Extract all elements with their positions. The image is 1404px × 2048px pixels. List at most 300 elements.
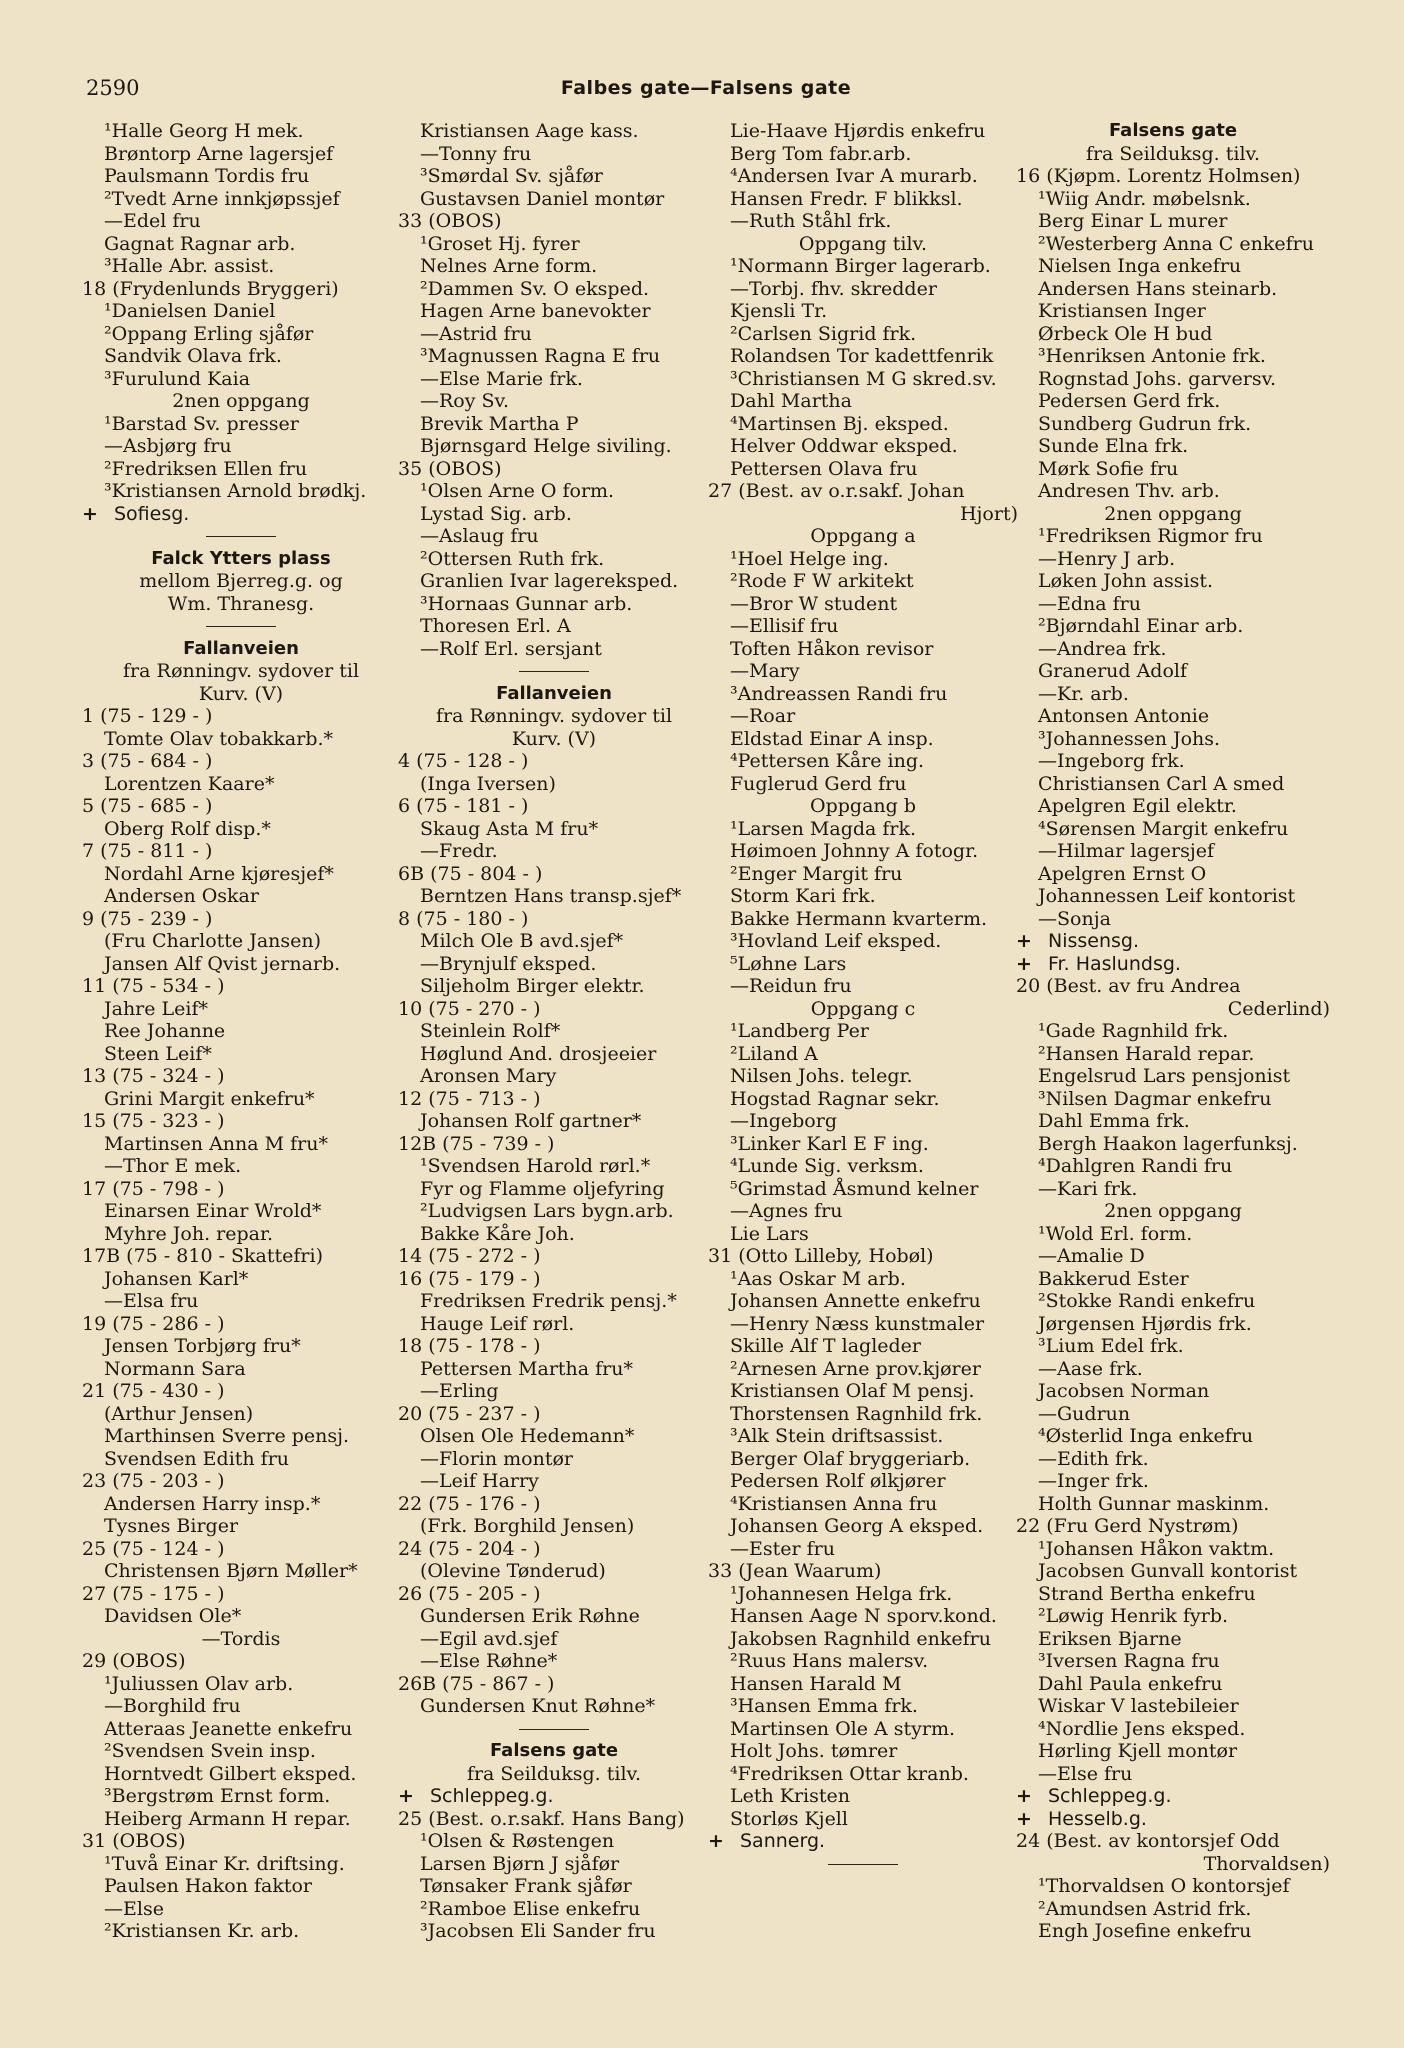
resident-entry: Sandvik Olava frk. xyxy=(104,345,282,367)
resident-entry: Jørgensen Hjørdis frk. xyxy=(1038,1312,1252,1335)
resident-entry: Antonsen Antonie xyxy=(1038,705,1210,727)
cross-street-name: Sofiesg. xyxy=(114,502,190,525)
resident-entry: Berg Tom fabr.arb. xyxy=(730,142,912,165)
resident-entry: —Borghild fru xyxy=(104,1695,241,1717)
resident-entry: Jakobsen Ragnhild enkefru xyxy=(730,1627,991,1650)
resident-entry: (Inga Iversen) xyxy=(420,772,556,795)
resident-entry: —Brynjulf eksped. xyxy=(420,952,597,975)
house-entry: 26B (75 - 867 - ) xyxy=(398,1672,555,1695)
resident-entry: Nilsen Johs. telegr. xyxy=(730,1065,913,1087)
resident-entry: —Egil avd.sjef xyxy=(420,1627,558,1650)
resident-entry: ³Hansen Emma frk. xyxy=(730,1695,918,1717)
resident-entry: Johansen Georg A eksped. xyxy=(730,1515,984,1537)
resident-entry: Holth Gunnar maskinm. xyxy=(1038,1492,1270,1515)
resident-entry: Andersen Harry insp.* xyxy=(104,1492,321,1515)
resident-entry: Hansen Fredr. F blikksl. xyxy=(730,187,963,210)
resident-entry: —Kari frk. xyxy=(1038,1177,1138,1200)
resident-entry: —Erling xyxy=(420,1380,499,1402)
sub-heading: 2nen oppgang xyxy=(1104,502,1242,525)
resident-entry: Gagnat Ragnar arb. xyxy=(104,232,296,255)
resident-entry: Tønsaker Frank sjåfør xyxy=(420,1875,632,1897)
resident-entry: Larsen Bjørn J sjåfør xyxy=(420,1852,620,1875)
resident-entry: Hogstad Ragnar sekr. xyxy=(730,1087,940,1110)
resident-entry: —Ellisif fru xyxy=(730,615,839,637)
house-entry: 17 (75 - 798 - ) xyxy=(82,1177,225,1200)
resident-entry: ⁴Andersen Ivar A murarb. xyxy=(730,165,978,187)
resident-entry: ³Johannessen Johs. xyxy=(1038,727,1221,750)
resident-entry: ³Andreassen Randi fru xyxy=(730,682,948,705)
house-entry: 24 (Best. av kontorsjef Odd xyxy=(1016,1830,1280,1852)
resident-entry: Rolandsen Tor kadettfenrik xyxy=(730,345,994,367)
resident-entry: Thorstensen Ragnhild frk. xyxy=(730,1402,983,1425)
page-header xyxy=(86,76,1326,108)
resident-entry: Svendsen Edith fru xyxy=(104,1447,290,1470)
resident-entry: Bjørnsgard Helge siviling. xyxy=(420,435,672,457)
resident-entry: ¹Barstad Sv. presser xyxy=(104,412,299,435)
resident-entry: Atteraas Jeanette enkefru xyxy=(104,1717,353,1740)
resident-entry: Steinlein Rolf* xyxy=(420,1020,561,1042)
resident-entry: Engelsrud Lars pensjonist xyxy=(1038,1065,1291,1087)
resident-entry: ²Enger Margit fru xyxy=(730,862,903,885)
resident-entry: —Sonja xyxy=(1038,907,1111,930)
resident-entry: Apelgren Ernst O xyxy=(1038,862,1207,885)
resident-entry: ¹Hoel Helge ing. xyxy=(730,547,889,570)
resident-entry: —Edith frk. xyxy=(1038,1447,1149,1470)
cross-icon: + xyxy=(708,1830,724,1852)
resident-entry: —Else Marie frk. xyxy=(420,367,583,390)
house-entry: 13 (75 - 324 - ) xyxy=(82,1065,225,1087)
resident-entry: Fuglerud Gerd fru xyxy=(730,772,907,795)
resident-entry: —Aase frk. xyxy=(1038,1357,1143,1380)
resident-entry: —Andrea frk. xyxy=(1038,637,1167,660)
house-entry: 19 (75 - 286 - ) xyxy=(82,1312,225,1335)
resident-entry: —Hilmar lagersjef xyxy=(1038,840,1215,862)
resident-entry: Myhre Joh. repar. xyxy=(104,1222,274,1245)
resident-entry: Bakkerud Ester xyxy=(1038,1267,1189,1290)
resident-entry: Pedersen Gerd frk. xyxy=(1038,390,1221,412)
cross-icon: + xyxy=(1016,1785,1032,1807)
cross-icon: + xyxy=(82,502,98,525)
directory-column-2 xyxy=(398,120,710,1943)
resident-entry: —Henry Næss kunstmaler xyxy=(730,1312,985,1335)
resident-entry: —Agnes fru xyxy=(730,1200,843,1222)
resident-entry: Apelgren Egil elektr. xyxy=(1038,795,1237,817)
resident-entry: Wiskar V lastebileier xyxy=(1038,1695,1239,1717)
resident-entry: —Kr. arb. xyxy=(1038,682,1129,705)
resident-entry: Gustavsen Daniel montør xyxy=(420,187,665,210)
resident-entry: Høglund And. drosjeeier xyxy=(420,1042,657,1065)
resident-entry: —Ruth Ståhl frk. xyxy=(730,210,892,232)
sub-heading: fra Seilduksg. tilv. xyxy=(466,1762,642,1785)
resident-entry: Kristiansen Aage kass. xyxy=(420,120,639,142)
resident-entry: ⁴Fredriksen Ottar kranb. xyxy=(730,1762,969,1785)
resident-entry: Horntvedt Gilbert eksped. xyxy=(104,1762,357,1785)
resident-entry: —Reidun fru xyxy=(730,975,852,997)
cross-icon: + xyxy=(1016,1807,1032,1830)
resident-entry: Martinsen Ole A styrm. xyxy=(730,1717,956,1740)
sub-heading: —Tordis xyxy=(201,1627,281,1650)
resident-entry: ⁴Sørensen Margit enkefru xyxy=(1038,817,1289,840)
resident-entry: Kristiansen Olaf M pensj. xyxy=(730,1380,975,1402)
resident-entry: Brevik Martha P xyxy=(420,412,579,435)
resident-entry: —Astrid fru xyxy=(420,322,532,345)
house-entry: 31 (Otto Lilleby, Hobøl) xyxy=(708,1245,934,1267)
resident-entry: ³Furulund Kaia xyxy=(104,367,251,390)
cross-street-name: Nissensg. xyxy=(1048,930,1140,952)
resident-entry: ²Carlsen Sigrid frk. xyxy=(730,322,917,345)
street-heading: Falck Ytters plass xyxy=(151,547,331,569)
street-heading: Falsens gate xyxy=(1108,120,1238,141)
house-entry: 20 (Best. av fru Andrea xyxy=(1016,975,1241,997)
resident-entry: ²Svendsen Svein insp. xyxy=(104,1740,316,1762)
resident-entry: Strand Bertha enkefru xyxy=(1038,1582,1256,1605)
directory-column-1 xyxy=(82,120,400,1943)
resident-entry: Fredriksen Fredrik pensj.* xyxy=(420,1290,677,1312)
resident-entry: Hauge Leif rørl. xyxy=(420,1312,575,1335)
resident-entry: ³Hornaas Gunnar arb. xyxy=(420,592,633,615)
cross-street xyxy=(1016,953,1330,976)
resident-entry: Bergh Haakon lagerfunksj. xyxy=(1038,1132,1298,1155)
resident-entry: ²Arnesen Arne prov.kjører xyxy=(730,1357,981,1380)
resident-entry: ³Magnussen Ragna E fru xyxy=(420,345,661,367)
house-entry: 17B (75 - 810 - Skattefri) xyxy=(82,1245,324,1267)
resident-entry: Lie-Haave Hjørdis enkefru xyxy=(730,120,986,142)
house-entry: 35 (OBOS) xyxy=(398,457,502,480)
resident-entry: Andresen Thv. arb. xyxy=(1038,480,1220,502)
resident-entry: Holt Johs. tømrer xyxy=(730,1740,898,1762)
section-divider xyxy=(398,1718,710,1741)
resident-entry: Berg Einar L murer xyxy=(1038,210,1228,232)
resident-entry: ⁴Pettersen Kåre ing. xyxy=(730,750,925,772)
resident-entry: (Arthur Jensen) xyxy=(104,1402,254,1425)
resident-entry: Bakke Kåre Joh. xyxy=(420,1222,575,1245)
house-entry: 16 (75 - 179 - ) xyxy=(398,1267,541,1290)
resident-entry: Skaug Asta M fru* xyxy=(420,817,599,840)
resident-entry: Steen Leif* xyxy=(104,1042,212,1065)
resident-entry: —Bror W student xyxy=(730,592,898,615)
resident-entry: —Ingeborg frk. xyxy=(1038,750,1185,772)
resident-entry: Jacobsen Gunvall kontorist xyxy=(1038,1560,1298,1582)
resident-entry: —Else fru xyxy=(1038,1762,1133,1785)
cross-street-name: Fr. Haslundsg. xyxy=(1048,952,1181,975)
resident-entry: ²Dammen Sv. O eksped. xyxy=(420,277,650,300)
resident-entry: —Amalie D xyxy=(1038,1245,1145,1267)
resident-entry: Jansen Alf Qvist jernarb. xyxy=(104,952,341,975)
resident-entry: ³Alk Stein driftsassist. xyxy=(730,1425,944,1447)
resident-entry: Lorentzen Kaare* xyxy=(104,772,275,795)
resident-entry: —Edna fru xyxy=(1038,592,1141,615)
resident-entry: ¹Fredriksen Rigmor fru xyxy=(1038,525,1263,547)
resident-entry: ¹Groset Hj. fyrer xyxy=(420,232,580,255)
house-entry: 18 (Frydenlunds Bryggeri) xyxy=(82,277,339,300)
resident-entry: ²Liland A xyxy=(730,1042,818,1065)
resident-entry: ³Iversen Ragna fru xyxy=(1038,1650,1220,1672)
resident-entry: ²Ruus Hans malersv. xyxy=(730,1650,929,1672)
resident-entry: ¹Larsen Magda frk. xyxy=(730,817,917,840)
resident-entry: ³Bergstrøm Ernst form. xyxy=(104,1785,331,1807)
resident-entry: ²Ramboe Elise enkefru xyxy=(420,1897,641,1920)
sub-heading: Oppgang tilv. xyxy=(798,232,928,255)
resident-entry: Gundersen Erik Røhne xyxy=(420,1605,640,1627)
resident-entry: (Frk. Borghild Jensen) xyxy=(420,1515,635,1537)
resident-entry: ²Ottersen Ruth frk. xyxy=(420,547,605,570)
cross-street xyxy=(82,503,400,526)
resident-entry: Christiansen Carl A smed xyxy=(1038,772,1285,795)
resident-entry: Siljeholm Birger elektr. xyxy=(420,975,645,997)
resident-entry: —Florin montør xyxy=(420,1447,573,1470)
resident-entry: ³Smørdal Sv. sjåfør xyxy=(420,165,603,187)
resident-entry: ²Kristiansen Kr. arb. xyxy=(104,1920,300,1942)
resident-entry: Brøntorp Arne lagersjef xyxy=(104,142,334,165)
resident-entry: ³Lium Edel frk. xyxy=(1038,1335,1184,1357)
house-entry: 25 (75 - 124 - ) xyxy=(82,1537,225,1560)
entry-continuation: Thorvaldsen) xyxy=(1203,1852,1330,1875)
house-entry: 26 (75 - 205 - ) xyxy=(398,1582,541,1605)
resident-entry: Nelnes Arne form. xyxy=(420,255,598,277)
resident-entry: ²Bjørndahl Einar arb. xyxy=(1038,615,1244,637)
house-entry: 12B (75 - 739 - ) xyxy=(398,1132,555,1155)
resident-entry: Nordahl Arne kjøresjef* xyxy=(104,862,334,885)
resident-entry: Ørbeck Ole H bud xyxy=(1038,322,1213,345)
resident-entry: Heiberg Armann H repar. xyxy=(104,1807,351,1830)
house-entry: 3 (75 - 684 - ) xyxy=(82,750,213,772)
resident-entry: ²Løwig Henrik fyrb. xyxy=(1038,1605,1229,1627)
resident-entry: Tomte Olav tobakkarb.* xyxy=(104,727,334,750)
resident-entry: ¹Thorvaldsen O kontorsjef xyxy=(1038,1875,1290,1897)
resident-entry: —Else xyxy=(104,1897,164,1920)
resident-entry: ¹Juliussen Olav arb. xyxy=(104,1672,294,1695)
resident-entry: Davidsen Ole* xyxy=(104,1605,242,1627)
house-entry: 23 (75 - 203 - ) xyxy=(82,1470,225,1492)
resident-entry: ⁴Kristiansen Anna fru xyxy=(730,1492,938,1515)
resident-entry: ²Ludvigsen Lars bygn.arb. xyxy=(420,1200,674,1222)
street-heading: Falsens gate xyxy=(489,1740,619,1761)
resident-entry: Dahl Martha xyxy=(730,390,852,412)
resident-entry: ²Oppang Erling sjåfør xyxy=(104,322,314,345)
resident-entry: ¹Tuvå Einar Kr. driftsing. xyxy=(104,1852,345,1875)
cross-street-name: Schleppeg.g. xyxy=(430,1785,554,1807)
resident-entry: Eriksen Bjarne xyxy=(1038,1627,1182,1650)
resident-entry: Engh Josefine enkefru xyxy=(1038,1920,1252,1942)
resident-entry: —Roy Sv. xyxy=(420,390,510,412)
resident-entry: (Fru Charlotte Jansen) xyxy=(104,930,322,952)
directory-column-4 xyxy=(1016,120,1330,1943)
resident-entry: Johansen Rolf gartner* xyxy=(420,1110,642,1132)
resident-entry: Milch Ole B avd.sjef* xyxy=(420,930,624,952)
cross-street xyxy=(1016,1808,1330,1831)
resident-entry: Gundersen Knut Røhne* xyxy=(420,1695,656,1717)
street-heading: Fallanveien xyxy=(496,682,612,704)
house-entry: 9 (75 - 239 - ) xyxy=(82,907,213,930)
resident-entry: ⁴Nordlie Jens eksped. xyxy=(1038,1717,1246,1740)
resident-entry: Martinsen Anna M fru* xyxy=(104,1132,328,1155)
house-entry: 24 (75 - 204 - ) xyxy=(398,1537,541,1560)
house-entry: 29 (OBOS) xyxy=(82,1650,186,1672)
resident-entry: Fyr og Flamme oljefyring xyxy=(420,1177,665,1200)
cross-street-name: Schleppeg.g. xyxy=(1048,1785,1172,1807)
house-entry: 8 (75 - 180 - ) xyxy=(398,907,529,930)
resident-entry: ¹Wiig Andr. møbelsnk. xyxy=(1038,187,1251,210)
street-heading: Fallanveien xyxy=(183,637,299,659)
resident-entry: ²Amundsen Astrid frk. xyxy=(1038,1897,1252,1920)
house-entry: 1 (75 - 129 - ) xyxy=(82,705,213,727)
resident-entry: Lystad Sig. arb. xyxy=(420,502,572,525)
resident-entry: —Ester fru xyxy=(730,1537,835,1560)
resident-entry: ¹Normann Birger lagerarb. xyxy=(730,255,991,277)
resident-entry: —Thor E mek. xyxy=(104,1155,242,1177)
resident-entry: Andersen Oskar xyxy=(104,885,259,907)
resident-entry: Sundberg Gudrun frk. xyxy=(1038,412,1252,435)
house-entry: 4 (75 - 128 - ) xyxy=(398,750,529,772)
sub-heading: fra Seilduksg. tilv. xyxy=(1085,142,1261,165)
resident-entry: —Else Røhne* xyxy=(420,1650,558,1672)
resident-entry: Sunde Elna frk. xyxy=(1038,435,1189,457)
cross-icon: + xyxy=(398,1785,414,1807)
resident-entry: Pettersen Martha fru* xyxy=(420,1357,633,1380)
sub-heading: 2nen oppgang xyxy=(1104,1200,1242,1222)
resident-entry: ³Jacobsen Eli Sander fru xyxy=(420,1920,656,1942)
house-entry: 11 (75 - 534 - ) xyxy=(82,975,225,997)
sub-heading: 2nen oppgang xyxy=(172,390,310,412)
resident-entry: (Olevine Tønderud) xyxy=(420,1560,606,1582)
resident-entry: Tysnes Birger xyxy=(104,1515,239,1537)
resident-entry: Johannessen Leif kontorist xyxy=(1038,885,1296,907)
resident-entry: ¹Aas Oskar M arb. xyxy=(730,1267,906,1290)
house-entry: 25 (Best. o.r.sakf. Hans Bang) xyxy=(398,1807,685,1830)
house-entry: 33 (OBOS) xyxy=(398,210,502,232)
resident-entry: —Leif Harry xyxy=(420,1470,539,1492)
cross-street xyxy=(708,1830,1018,1853)
cross-street xyxy=(1016,930,1330,953)
sub-heading: fra Rønningv. sydover til xyxy=(435,705,673,727)
resident-entry: ²Westerberg Anna C enkefru xyxy=(1038,232,1314,255)
directory-column-3 xyxy=(708,120,1018,1875)
house-entry: 33 (Jean Waarum) xyxy=(708,1560,882,1582)
entry-continuation: Hjort) xyxy=(959,502,1018,525)
resident-entry: Hagen Arne banevokter xyxy=(420,300,651,322)
resident-entry: —Torbj. fhv. skredder xyxy=(730,277,937,300)
resident-entry: Normann Sara xyxy=(104,1357,246,1380)
sub-heading: Kurv. (V) xyxy=(198,682,284,705)
resident-entry: Rognstad Johs. garversv. xyxy=(1038,367,1277,390)
house-entry: 7 (75 - 811 - ) xyxy=(82,840,213,862)
resident-entry: —Rolf Erl. sersjant xyxy=(420,637,602,660)
resident-entry: Dahl Emma frk. xyxy=(1038,1110,1190,1132)
house-entry: 16 (Kjøpm. Lorentz Holmsen) xyxy=(1016,165,1301,187)
resident-entry: Berger Olaf bryggeriarb. xyxy=(730,1447,971,1470)
resident-entry: Johansen Karl* xyxy=(104,1267,249,1290)
page-title: Falbes gate—Falsens gate xyxy=(560,77,852,99)
resident-entry: Ree Johanne xyxy=(104,1020,226,1042)
resident-entry: Marthinsen Sverre pensj. xyxy=(104,1425,350,1447)
house-entry: 15 (75 - 323 - ) xyxy=(82,1110,225,1132)
resident-entry: Grini Margit enkefru* xyxy=(104,1087,315,1110)
resident-entry: ¹Johannesen Helga frk. xyxy=(730,1582,953,1605)
resident-entry: ¹Olsen & Røstengen xyxy=(420,1830,615,1852)
sub-heading: Kurv. (V) xyxy=(511,727,597,750)
resident-entry: Christensen Bjørn Møller* xyxy=(104,1560,358,1582)
resident-entry: Leth Kristen xyxy=(730,1785,850,1807)
house-entry: 10 (75 - 270 - ) xyxy=(398,997,541,1020)
sub-heading: Wm. Thranesg. xyxy=(167,592,315,615)
section-divider xyxy=(82,615,400,638)
resident-entry: —Edel fru xyxy=(104,210,201,232)
resident-entry: Storløs Kjell xyxy=(730,1807,848,1830)
resident-entry: ²Stokke Randi enkefru xyxy=(1038,1290,1256,1312)
resident-entry: Oberg Rolf disp.* xyxy=(104,817,271,840)
sub-heading: Oppgang a xyxy=(810,525,916,547)
section-divider xyxy=(398,660,710,683)
resident-entry: ¹Gade Ragnhild frk. xyxy=(1038,1020,1229,1042)
resident-entry: ¹Halle Georg H mek. xyxy=(104,120,304,142)
resident-entry: ¹Danielsen Daniel xyxy=(104,300,276,322)
resident-entry: Berntzen Hans transp.sjef* xyxy=(420,885,682,907)
resident-entry: Johansen Annette enkefru xyxy=(730,1290,981,1312)
resident-entry: ⁵Løhne Lars xyxy=(730,952,847,975)
section-divider xyxy=(82,525,400,548)
resident-entry: ³Linker Karl E F ing. xyxy=(730,1132,929,1155)
sub-heading: Oppgang b xyxy=(810,795,916,817)
resident-entry: Einarsen Einar Wrold* xyxy=(104,1200,322,1222)
resident-entry: ³Kristiansen Arnold brødkj. xyxy=(104,480,367,502)
cross-street-name: Sannerg. xyxy=(740,1830,826,1852)
resident-entry: ⁴Dahlgren Randi fru xyxy=(1038,1155,1233,1177)
resident-entry: Toften Håkon revisor xyxy=(730,637,934,660)
resident-entry: ³Hovland Leif eksped. xyxy=(730,930,942,952)
resident-entry: —Ingeborg xyxy=(730,1110,837,1132)
cross-street-name: Hesselb.g. xyxy=(1048,1807,1147,1830)
resident-entry: Dahl Paula enkefru xyxy=(1038,1672,1223,1695)
resident-entry: ⁴Lunde Sig. verksm. xyxy=(730,1155,924,1177)
resident-entry: Løken John assist. xyxy=(1038,570,1213,592)
resident-entry: Høimoen Johnny A fotogr. xyxy=(730,840,979,862)
resident-entry: Aronsen Mary xyxy=(420,1065,557,1087)
resident-entry: ¹Svendsen Harold rørl.* xyxy=(420,1155,651,1177)
house-entry: 6 (75 - 181 - ) xyxy=(398,795,529,817)
resident-entry: ³Halle Abr. assist. xyxy=(104,255,275,277)
resident-entry: Bakke Hermann kvarterm. xyxy=(730,907,988,930)
resident-entry: ⁴Martinsen Bj. eksped. xyxy=(730,412,949,435)
resident-entry: ³Christiansen M G skred.sv. xyxy=(730,367,997,390)
resident-entry: —Aslaug fru xyxy=(420,525,539,547)
house-entry: 14 (75 - 272 - ) xyxy=(398,1245,541,1267)
resident-entry: ⁵Grimstad Åsmund kelner xyxy=(730,1177,979,1200)
cross-street xyxy=(1016,1785,1330,1808)
resident-entry: Helver Oddwar eksped. xyxy=(730,435,958,457)
house-entry: 22 (75 - 176 - ) xyxy=(398,1492,541,1515)
house-entry: 12 (75 - 713 - ) xyxy=(398,1087,541,1110)
resident-entry: Mørk Sofie fru xyxy=(1038,457,1179,480)
house-entry: 18 (75 - 178 - ) xyxy=(398,1335,541,1357)
resident-entry: Pedersen Rolf ølkjører xyxy=(730,1470,946,1492)
resident-entry: ²Hansen Harald repar. xyxy=(1038,1042,1255,1065)
house-entry: 21 (75 - 430 - ) xyxy=(82,1380,225,1402)
resident-entry: ¹Johansen Håkon vaktm. xyxy=(1038,1537,1275,1560)
resident-entry: Jensen Torbjørg fru* xyxy=(104,1335,301,1357)
page-number: 2590 xyxy=(86,76,140,100)
sub-heading: mellom Bjerreg.g. og xyxy=(139,570,343,592)
resident-entry: ³Nilsen Dagmar enkefru xyxy=(1038,1087,1272,1110)
resident-entry: Pettersen Olava fru xyxy=(730,457,918,480)
resident-entry: ¹Wold Erl. form. xyxy=(1038,1222,1193,1245)
house-entry: 22 (Fru Gerd Nystrøm) xyxy=(1016,1515,1239,1537)
resident-entry: Thoresen Erl. A xyxy=(420,615,571,637)
resident-entry: —Gudrun xyxy=(1038,1402,1131,1425)
resident-entry: Lie Lars xyxy=(730,1222,809,1245)
resident-entry: —Mary xyxy=(730,660,800,682)
resident-entry: ²Fredriksen Ellen fru xyxy=(104,457,308,480)
resident-entry: ²Rode F W arkitekt xyxy=(730,570,914,592)
